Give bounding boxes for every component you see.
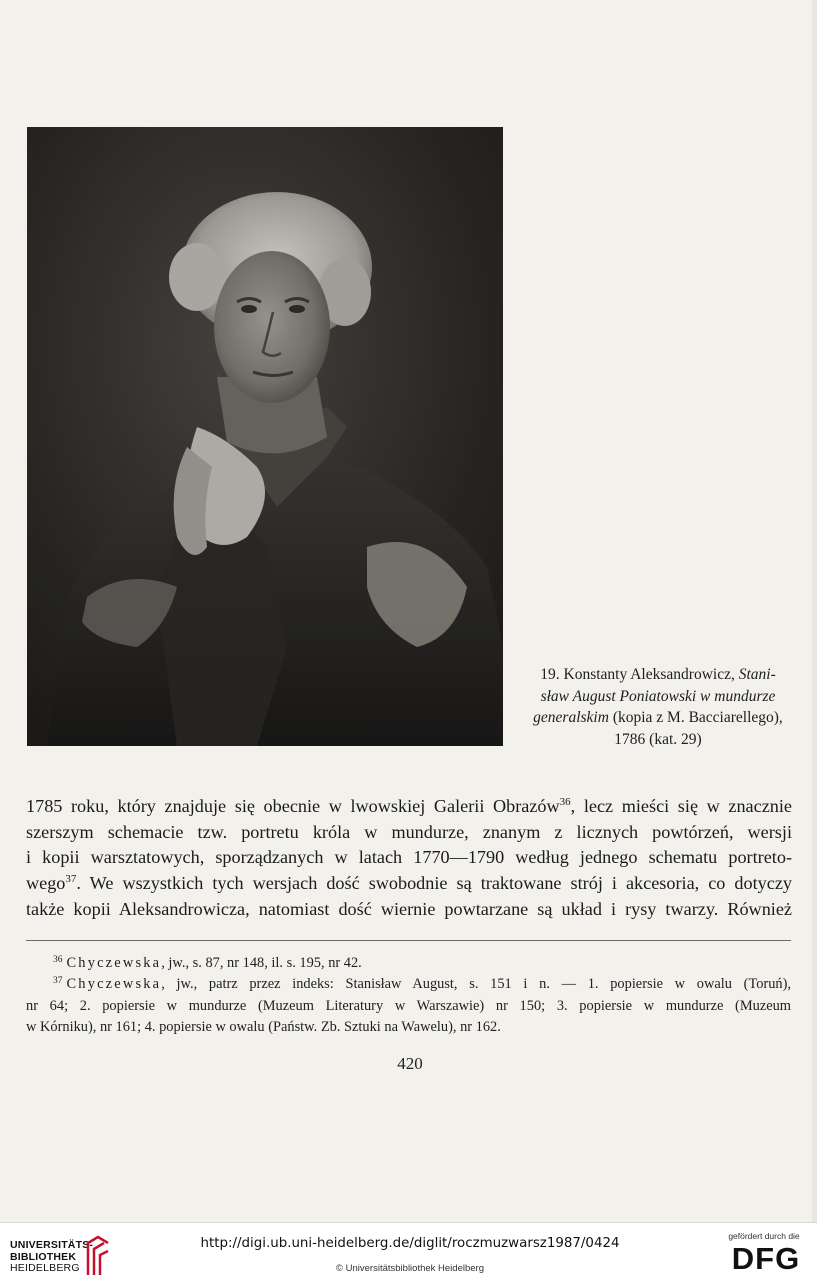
body-line: . We wszystkich tych wersjach dość swobodnie są traktowane strój i akcesoria, co dotyczy (76, 873, 792, 894)
dfg-logo[interactable]: DFG (731, 1241, 801, 1276)
footnote-text: , jw., patrz przez indeks: Stanisław August, s. 151 i n. — 1. popiersie w owalu (Toruń), (161, 976, 791, 993)
page-number: 420 (397, 1054, 423, 1073)
footnote-number: 37 (53, 976, 63, 987)
copyright-notice: © Universitätsbibliothek Heidelberg (336, 1263, 484, 1274)
figure-caption (520, 664, 796, 750)
footnote-author: Chyczewska (66, 976, 162, 993)
caption-title: sław August Poniatowski w mundurze (540, 687, 776, 705)
footnote-text: nr 64; 2. popiersie w mundurze (Muzeum Literatury w Warszawie) nr 150; 3. popiersie w mundurze (Muzeum (26, 997, 791, 1014)
caption-note: (kopia z M. Bacciarellego), (608, 709, 783, 726)
footnote-author: Chyczewska (66, 955, 162, 971)
caption-date: 1786 (kat. 29) (614, 730, 702, 748)
footnote-rule (26, 940, 791, 941)
body-line: , lecz mieści się w znacznie (570, 796, 792, 816)
portrait-plate (27, 127, 503, 746)
footnotes (26, 953, 791, 1038)
page-edge (812, 0, 817, 1222)
body-line: 1785 roku, który znajduje się obecnie w lwowskiej Galerii Obrazów (26, 796, 560, 816)
body-line: także kopii Aleksandrowicza, natomiast dość wiernie powtarzane są układ i rysy twarzy. Również (26, 898, 792, 919)
footnote-ref-37: 37 (65, 873, 77, 886)
body-line: szerszym schemacie tzw. portretu króla w mundurze, znanym z licznych powtórzeń, wersji (26, 821, 792, 842)
caption-title-end: generalskim (533, 709, 609, 726)
library-logo-icon[interactable] (84, 1233, 112, 1277)
funding-note: gefördert durch die (728, 1231, 800, 1241)
footnote-number: 36 (53, 955, 63, 965)
portrait-image (27, 127, 503, 746)
library-name[interactable] (10, 1240, 93, 1275)
library-line: UNIVERSITÄTS- (10, 1239, 94, 1251)
library-line: BIBLIOTHEK (10, 1250, 77, 1263)
viewer-footer (0, 1222, 817, 1284)
footnote-text: w Kórniku), nr 161; 4. popiersie w owalu (Państw. Zb. Sztuki na Wawelu), nr 162. (26, 1018, 501, 1035)
caption-title-part: Stani- (738, 666, 776, 683)
caption-artist: 19. Konstanty Aleksandrowicz, (540, 666, 739, 683)
footnote-37 (26, 974, 791, 995)
body-line: i kopii warsztatowych, sporządzanych w latach 1770—1790 według jednego schematu portreto- (26, 847, 792, 868)
library-line: HEIDELBERG (10, 1262, 80, 1274)
body-paragraph (26, 794, 792, 923)
body-line: wego (26, 873, 66, 894)
footnote-36 (26, 953, 791, 974)
footnote-text: , jw., s. 87, nr 148, il. s. 195, nr 42. (161, 955, 362, 971)
footnote-ref-36: 36 (559, 796, 571, 808)
permalink-url[interactable]: http://digi.ub.uni-heidelberg.de/diglit/roczmuzwarsz1987/0424 (200, 1236, 620, 1251)
